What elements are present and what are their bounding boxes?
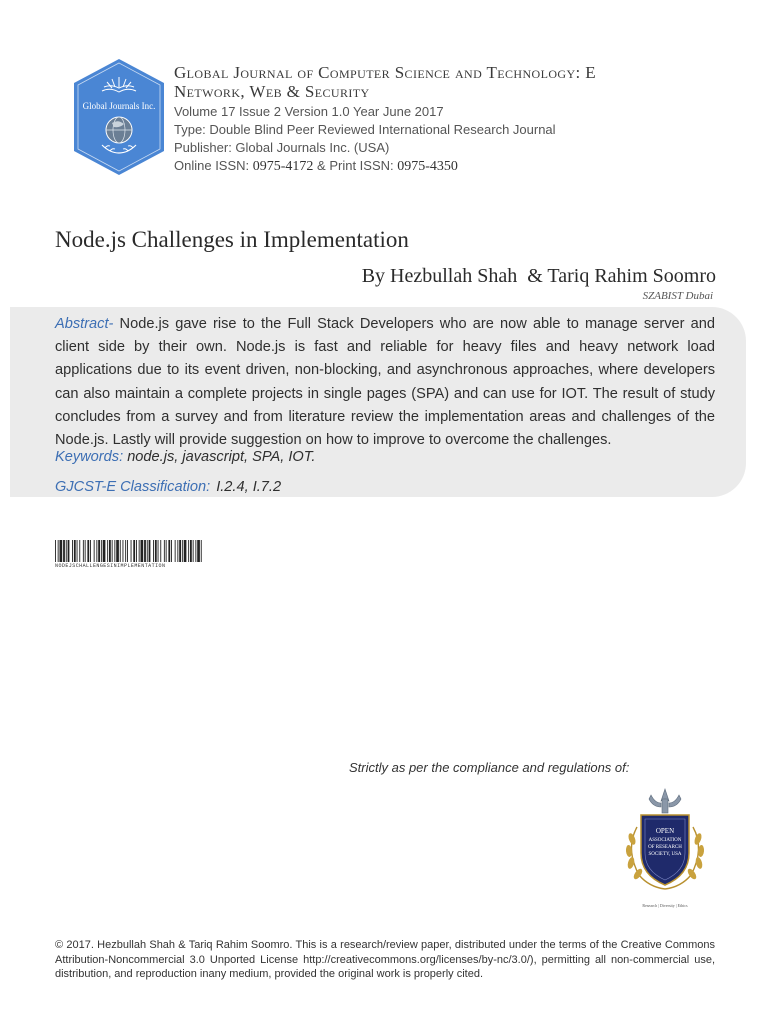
svg-text:Research | Diversity | Ethics: Research | Diversity | Ethics bbox=[642, 903, 688, 908]
logo-text: Global Journals Inc. bbox=[82, 101, 156, 111]
journal-issn bbox=[174, 157, 734, 176]
abstract-text: Node.js gave rise to the Full Stack Developers who are now able to manage server and client side by their own. Node.js is fast and reliable for heavy files and heavy network load applications due to its event driven, non-blocking, and asynchronous approaches, where developers can also maintain a complete projects in single pages (SPA) and can use for IOT. The result of study concludes from a survey and from literature review the implementation areas and challenges of the Node.js. Lastly will provide suggestion on how to improve to overcome the challenges. bbox=[55, 316, 715, 449]
svg-text:ASSOCIATION: ASSOCIATION bbox=[648, 838, 682, 843]
svg-text:OPEN: OPEN bbox=[655, 827, 675, 835]
journal-title-line2: Network, Web & Security bbox=[174, 82, 370, 101]
compliance-text: Strictly as per the compliance and regulations of: bbox=[349, 760, 630, 775]
keywords-values: node.js, javascript, SPA, IOT. bbox=[123, 449, 316, 465]
issn-print-label: & Print ISSN: bbox=[313, 158, 398, 173]
keywords-label: Keywords: bbox=[55, 449, 124, 465]
abstract bbox=[55, 313, 715, 452]
issn-print: 0975-4350 bbox=[397, 159, 458, 174]
issn-online-label: Online ISSN: bbox=[174, 158, 253, 173]
journal-type: Type: Double Blind Peer Reviewed International Research Journal bbox=[174, 122, 556, 137]
abstract-label: Abstract- bbox=[55, 316, 114, 332]
svg-text:SOCIETY, USA: SOCIETY, USA bbox=[648, 852, 682, 857]
oars-seal-logo bbox=[615, 787, 715, 912]
issn-online: 0975-4172 bbox=[252, 159, 314, 174]
global-journals-logo bbox=[72, 57, 166, 177]
journal-volume: Volume 17 Issue 2 Version 1.0 Year June 2017 bbox=[174, 104, 444, 119]
barcode bbox=[55, 540, 205, 569]
keywords bbox=[55, 449, 315, 465]
author-affiliation: SZABIST Dubai bbox=[642, 290, 713, 302]
journal-title-line1: Global Journal of Computer Science and Technology: E bbox=[174, 63, 597, 82]
journal-publisher: Publisher: Global Journals Inc. (USA) bbox=[174, 140, 390, 155]
classification-values: I.2.4, I.7.2 bbox=[216, 479, 282, 495]
paper-authors: By Hezbullah Shah & Tariq Rahim Soomro bbox=[361, 265, 716, 287]
barcode-bars bbox=[55, 540, 205, 562]
journal-header bbox=[174, 63, 734, 176]
barcode-text: NODEJSCHALLENGESINIMPLEMENTATION bbox=[55, 563, 166, 569]
license-footer: © 2017. Hezbullah Shah & Tariq Rahim Soomro. This is a research/review paper, distributed under the terms of the Creative Commons Attribution-Noncommercial 3.0 Unported License http://creativecommons.org/licenses/by-nc/3.0/), permitting all non-commercial use, distribution, and reproduction inany medium, provided the original work is properly cited. bbox=[55, 939, 715, 981]
classification bbox=[55, 479, 281, 495]
paper-title: Node.js Challenges in Implementation bbox=[55, 227, 409, 252]
svg-text:OF RESEARCH: OF RESEARCH bbox=[648, 845, 682, 850]
classification-label: GJCST-E Classification: bbox=[55, 479, 211, 495]
